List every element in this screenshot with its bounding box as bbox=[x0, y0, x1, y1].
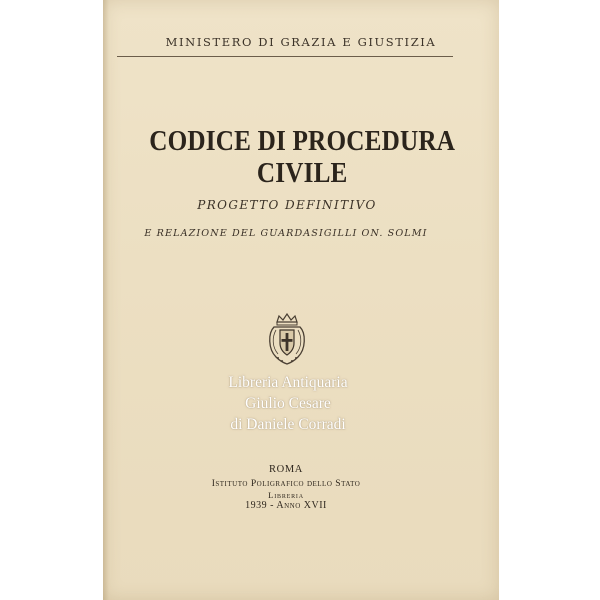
header-rule bbox=[117, 56, 453, 57]
watermark-line-2: Giulio Cesare bbox=[245, 395, 331, 412]
book-title: CODICE DI PROCEDURA CIVILE bbox=[149, 126, 456, 189]
watermark-line-3: di Daniele Corradi bbox=[230, 416, 346, 433]
title-page bbox=[103, 0, 499, 600]
watermark-line-1: Libreria Antiquaria bbox=[228, 374, 348, 391]
bookseller-watermark bbox=[90, 372, 486, 435]
book-subtitle: PROGETTO DEFINITIVO bbox=[197, 198, 377, 212]
imprint-place: ROMA bbox=[269, 464, 303, 475]
imprint-publisher: Istituto Poligrafico dello Stato bbox=[211, 478, 361, 489]
imprint-year: 1939 - Anno XVII bbox=[245, 500, 327, 511]
book-relation-line: E RELAZIONE DEL GUARDASIGILLI ON. SOLMI bbox=[144, 228, 428, 239]
ministry-heading: MINISTERO DI GRAZIA E GIUSTIZIA bbox=[165, 35, 437, 49]
savoy-coat-of-arms-icon bbox=[266, 313, 308, 365]
imprint-libreria: Libreria bbox=[268, 490, 304, 500]
